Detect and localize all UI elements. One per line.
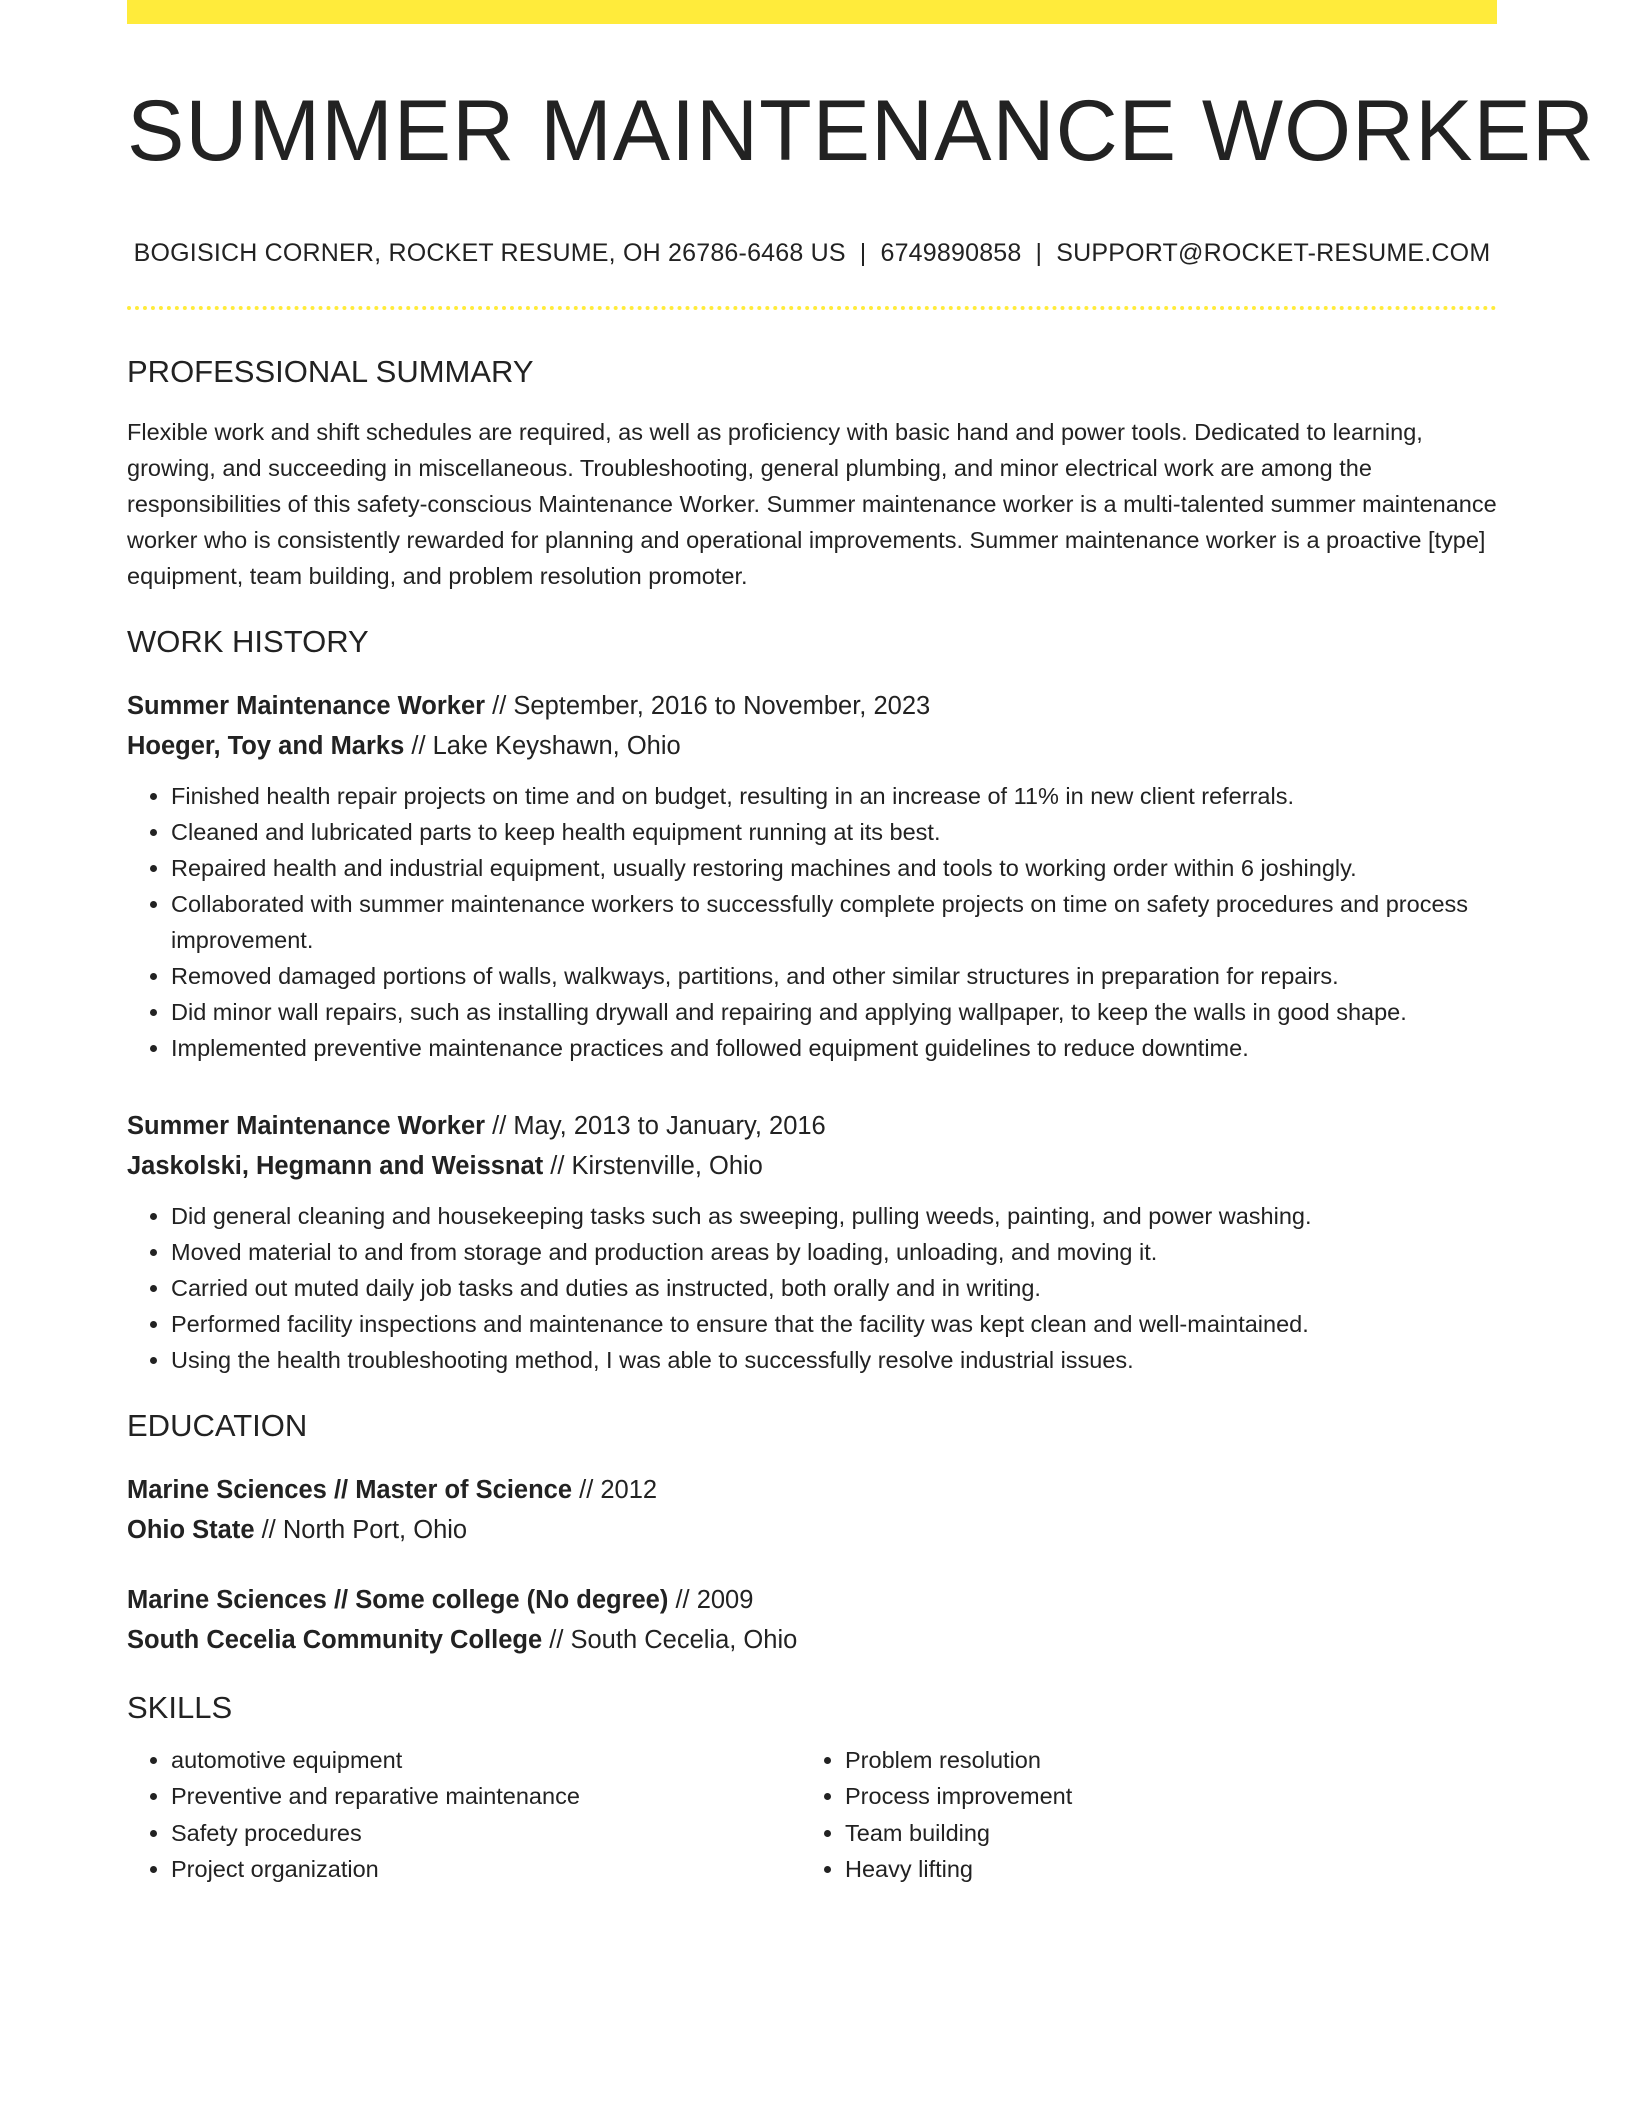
contact-separator: | <box>859 238 867 267</box>
job-bullet: • Removed damaged portions of walls, walkways, partitions, and other similar structures in preparation for repairs. <box>171 958 1497 994</box>
job-bullet: • Carried out muted daily job tasks and duties as instructed, both orally and in writing. <box>171 1270 1497 1306</box>
skill-item: • Problem resolution <box>845 1742 1475 1779</box>
education-location: // South Cecelia, Ohio <box>542 1625 798 1654</box>
job-location: // Lake Keyshawn, Ohio <box>404 731 681 760</box>
contact-line <box>127 239 1497 268</box>
top-accent-bar <box>127 0 1497 24</box>
summary-paragraph: Flexible work and shift schedules are required, as well as proficiency with basic hand and power tools. Dedicated to learning, growing, and succeeding in miscellaneous. Troubleshooting, general plumbing, and minor electrical work are among the responsibilities of this safety-conscious Maintenance Worker. Summer maintenance worker is a multi-talented summer maintenance worker who is consistently rewarded for planning and operational improvements. Summer maintenance worker is a proactive [type] equipment, team building, and problem resolution promoter. <box>127 418 1497 589</box>
job-bullet: • Performed facility inspections and maintenance to ensure that the facility was kept clean and well-maintained. <box>171 1306 1497 1342</box>
skill-item: • Preventive and reparative maintenance <box>171 1778 801 1815</box>
job-role: Summer Maintenance Worker <box>127 1111 486 1140</box>
job-role: Summer Maintenance Worker <box>127 691 486 720</box>
job-bullet-list <box>127 778 1497 1066</box>
job-bullet: • Did general cleaning and housekeeping tasks such as sweeping, pulling weeds, painting, and power washing. <box>171 1198 1497 1234</box>
job-role-line <box>127 686 1497 726</box>
skills-columns <box>127 1742 1497 1888</box>
resume-page <box>127 0 1595 1888</box>
job-bullet: • Implemented preventive maintenance practices and followed equipment guidelines to reduce downtime. <box>171 1030 1497 1066</box>
candidate-title: SUMMER MAINTENANCE WORKER <box>127 83 1595 179</box>
education-year: // 2012 <box>572 1475 658 1504</box>
job-company-line <box>127 726 1497 766</box>
contact-email: SUPPORT@ROCKET-RESUME.COM <box>1056 238 1491 267</box>
education-entry <box>127 1470 1497 1550</box>
section-title-education: EDUCATION <box>127 1407 308 1443</box>
job-role-line <box>127 1106 1497 1146</box>
job-company-line <box>127 1146 1497 1186</box>
contact-address: BOGISICH CORNER, ROCKET RESUME, OH 26786-6468 US <box>133 238 846 267</box>
job-dates: // May, 2013 to January, 2016 <box>485 1111 826 1140</box>
skill-item: • automotive equipment <box>171 1742 801 1779</box>
education-degree: Marine Sciences // Some college (No degree) <box>127 1585 669 1614</box>
job-bullet: • Collaborated with summer maintenance workers to successfully complete projects on time on safety procedures and process improvement. <box>171 886 1497 958</box>
education-degree-line <box>127 1580 1497 1620</box>
education-year: // 2009 <box>668 1585 754 1614</box>
job-dates: // September, 2016 to November, 2023 <box>485 691 931 720</box>
education-degree-line <box>127 1470 1497 1510</box>
job-bullet: • Using the health troubleshooting method, I was able to successfully resolve industrial issues. <box>171 1342 1497 1378</box>
education-school-line <box>127 1510 1497 1550</box>
education-location: // North Port, Ohio <box>254 1515 468 1544</box>
job-bullet: • Finished health repair projects on time and on budget, resulting in an increase of 11% in new client referrals. <box>171 778 1497 814</box>
skill-item: • Process improvement <box>845 1778 1475 1815</box>
skills-list-right <box>801 1742 1475 1888</box>
education-school: South Cecelia Community College <box>127 1625 543 1654</box>
skill-item: • Project organization <box>171 1851 801 1888</box>
job-bullet: • Did minor wall repairs, such as installing drywall and repairing and applying wallpaper, to keep the walls in good shape. <box>171 994 1497 1030</box>
skills-list-left <box>127 1742 801 1888</box>
job-company: Hoeger, Toy and Marks <box>127 731 405 760</box>
job-bullet-list <box>127 1198 1497 1378</box>
section-title-skills: SKILLS <box>127 1689 233 1725</box>
job-location: // Kirstenville, Ohio <box>543 1151 763 1180</box>
education-school-line <box>127 1620 1497 1660</box>
job-entry <box>127 686 1497 1066</box>
job-bullet: • Cleaned and lubricated parts to keep health equipment running at its best. <box>171 814 1497 850</box>
education-degree: Marine Sciences // Master of Science <box>127 1475 573 1504</box>
job-company: Jaskolski, Hegmann and Weissnat <box>127 1151 544 1180</box>
contact-phone: 6749890858 <box>880 238 1022 267</box>
contact-separator: | <box>1035 238 1043 267</box>
section-title-work-history: WORK HISTORY <box>127 623 369 659</box>
education-school: Ohio State <box>127 1515 255 1544</box>
dotted-divider <box>127 306 1497 310</box>
skill-item: • Team building <box>845 1815 1475 1852</box>
skill-item: • Safety procedures <box>171 1815 801 1852</box>
education-entry <box>127 1580 1497 1660</box>
section-title-summary: PROFESSIONAL SUMMARY <box>127 353 534 389</box>
job-bullet: • Moved material to and from storage and production areas by loading, unloading, and moving it. <box>171 1234 1497 1270</box>
job-bullet: • Repaired health and industrial equipment, usually restoring machines and tools to working order within 6 joshingly. <box>171 850 1497 886</box>
job-entry <box>127 1106 1497 1378</box>
skill-item: • Heavy lifting <box>845 1851 1475 1888</box>
